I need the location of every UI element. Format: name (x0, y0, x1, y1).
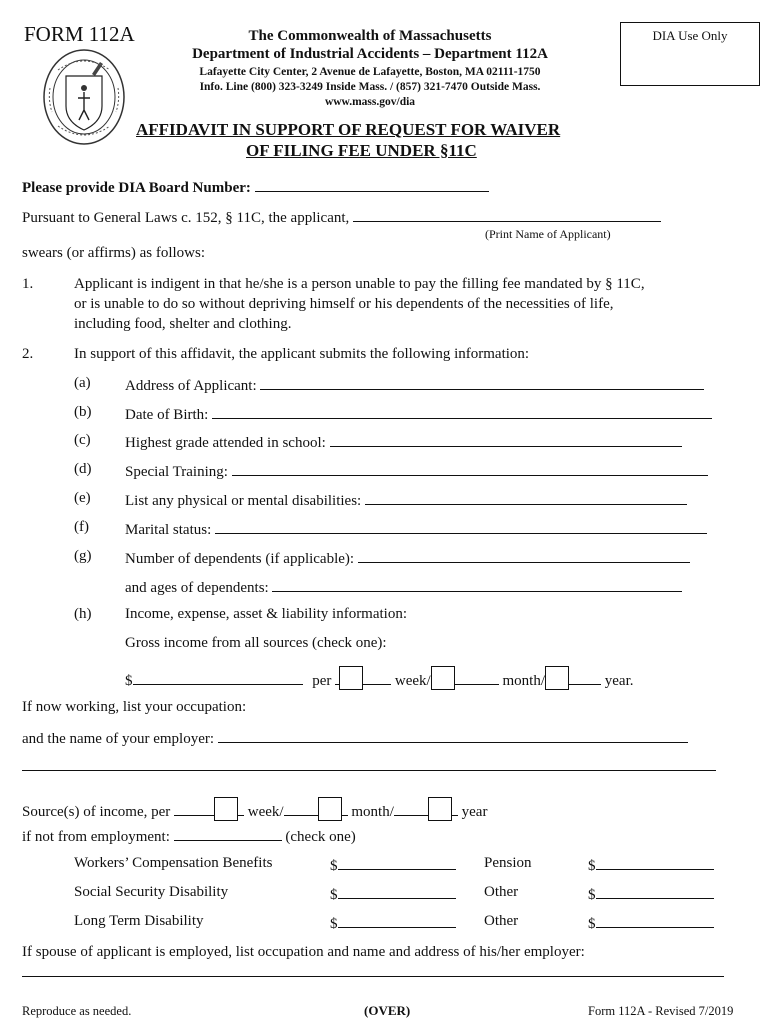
source-row-2-right-amount (588, 884, 714, 904)
marital-label: Marital status: (125, 522, 212, 538)
ages-label: and ages of dependents: (125, 580, 269, 596)
dob-input[interactable] (212, 404, 712, 419)
not-employment-row (22, 826, 356, 846)
sources-month-line (342, 801, 348, 816)
agency-line2: Department of Industrial Accidents – Department 112A (192, 46, 548, 62)
sources-month-checkbox[interactable] (318, 797, 342, 821)
address-input[interactable] (260, 375, 704, 390)
source-row-1-dollar: $ (330, 858, 338, 874)
gross-dollar-sign: $ (125, 673, 133, 689)
source-row-1-label: Workers’ Compensation Benefits (74, 855, 273, 871)
dependents-field (125, 548, 690, 568)
sub-letter-h: (h) (74, 606, 92, 622)
source-row-1-dollar2: $ (588, 858, 596, 874)
agency-website: www.mass.gov/dia (324, 96, 416, 108)
item1-number: 1. (22, 276, 34, 292)
grade-input[interactable] (330, 432, 682, 447)
address-label: Address of Applicant: (125, 378, 257, 394)
pension-input[interactable] (596, 855, 714, 870)
sources-year-line (452, 801, 458, 816)
source-row-2-label: Social Security Disability (74, 884, 229, 900)
sub-letter-g: (g) (74, 548, 92, 564)
dia-use-only-label: DIA Use Only (652, 28, 728, 43)
sub-letter-a: (a) (74, 375, 91, 391)
massachusetts-seal-icon (42, 48, 126, 146)
title-line1: AFFIDAVIT IN SUPPORT OF REQUEST FOR WAIVER (136, 120, 561, 139)
agency-address: Lafayette City Center, 2 Avenue de Lafayette, Boston, MA 02111-1750 (199, 66, 541, 78)
item2-intro: In support of this affidavit, the applicant submits the following information: (74, 346, 530, 362)
applicant-name-field (22, 207, 661, 227)
agency-line1: The Commonwealth of Massachusetts (248, 28, 492, 44)
not-employment-label: if not from employment: (22, 829, 170, 845)
income-info-label: Income, expense, asset & liability information: (125, 606, 408, 622)
gross-per-label: per (312, 673, 332, 689)
disabilities-field (125, 490, 687, 510)
source-row-3-label: Long Term Disability (74, 913, 204, 929)
sources-week-label: week/ (247, 804, 284, 820)
dob-label: Date of Birth: (125, 407, 209, 423)
board-number-field (22, 177, 489, 197)
sources-per-line (174, 801, 214, 816)
employer-input[interactable] (218, 728, 688, 743)
swears-text: swears (or affirms) as follows: (22, 245, 206, 261)
month-checkbox[interactable] (431, 666, 455, 690)
source-row-3-amount (330, 913, 456, 933)
agency-phone: Info. Line (800) 323-3249 Inside Mass. / (857) 321-7470 Outside Mass. (199, 81, 541, 93)
sources-year-checkbox[interactable] (428, 797, 452, 821)
sub-letter-e: (e) (74, 490, 91, 506)
sources-year-pre-line (394, 801, 428, 816)
ages-input[interactable] (272, 577, 682, 592)
footer-left: Reproduce as needed. (22, 1004, 132, 1018)
source-row-1-right-label: Pension (484, 855, 532, 871)
source-row-2-dollar: $ (330, 887, 338, 903)
ltd-input[interactable] (338, 913, 456, 928)
year-checkbox[interactable] (545, 666, 569, 690)
sub-letter-b: (b) (74, 404, 92, 420)
board-number-input[interactable] (255, 177, 489, 192)
employer-field (22, 728, 688, 748)
marital-field (125, 519, 707, 539)
sources-label: Source(s) of income, per (22, 804, 171, 820)
ssd-input[interactable] (338, 884, 456, 899)
sources-week-checkbox[interactable] (214, 797, 238, 821)
disabilities-label: List any physical or mental disabilities: (125, 493, 362, 509)
spouse-label: If spouse of applicant is employed, list occupation and name and address of his/her employer: (22, 944, 585, 960)
footer-right: Form 112A - Revised 7/2019 (588, 1004, 734, 1018)
source-row-3-right-amount (588, 913, 714, 933)
workers-comp-input[interactable] (338, 855, 456, 870)
source-row-1-right-amount (588, 855, 714, 875)
ages-field (125, 577, 682, 597)
source-row-3-dollar: $ (330, 916, 338, 932)
training-field (125, 461, 708, 481)
dob-field (125, 404, 712, 424)
gross-year-label: year. (604, 673, 634, 689)
pursuant-text: Pursuant to General Laws c. 152, § 11C, the applicant, (22, 210, 350, 226)
employer-line2-input[interactable] (22, 756, 716, 771)
week-checkbox[interactable] (339, 666, 363, 690)
board-number-label: Please provide DIA Board Number: (22, 180, 251, 196)
source-row-2-right-label: Other (484, 884, 519, 900)
source-row-3-dollar2: $ (588, 916, 596, 932)
disabilities-input[interactable] (365, 490, 687, 505)
not-employment-input[interactable] (174, 826, 282, 841)
employer-label: and the name of your employer: (22, 731, 215, 747)
source-row-3-right-label: Other (484, 913, 519, 929)
training-input[interactable] (232, 461, 708, 476)
gross-month-line (455, 670, 499, 685)
gross-year-line (569, 670, 601, 685)
other2-input[interactable] (596, 913, 714, 928)
sub-letter-f: (f) (74, 519, 89, 535)
item1-line3: including food, shelter and clothing. (74, 316, 292, 332)
sub-letter-c: (c) (74, 432, 91, 448)
gross-month-label: month/ (502, 673, 545, 689)
footer-center: (OVER) (364, 1003, 411, 1018)
title-line2: OF FILING FEE UNDER §11C (246, 141, 477, 160)
print-name-caption: (Print Name of Applicant) (485, 227, 611, 241)
gross-week-label: week/ (394, 673, 431, 689)
sources-week-line (238, 801, 244, 816)
item1-line1: Applicant is indigent in that he/she is a person unable to pay the filling fee mandated by § 11C, (74, 276, 645, 292)
source-row-1-amount (330, 855, 456, 875)
sources-month-pre-line (284, 801, 318, 816)
source-row-2-dollar2: $ (588, 887, 596, 903)
gross-income-label: Gross income from all sources (check one): (125, 635, 387, 651)
gross-income-row (125, 666, 633, 690)
address-field (125, 375, 704, 395)
item1-line2: or is unable to do so without depriving himself or his dependents of the necessities of life, (74, 296, 614, 312)
applicant-name-input[interactable] (353, 207, 661, 222)
form-id: FORM 112A (24, 22, 135, 46)
sources-year-label: year (461, 804, 488, 820)
sources-row (22, 797, 487, 821)
training-label: Special Training: (125, 464, 228, 480)
dependents-label: Number of dependents (if applicable): (125, 551, 355, 567)
dependents-input[interactable] (358, 548, 690, 563)
gross-income-amount-input[interactable] (133, 670, 303, 685)
grade-label: Highest grade attended in school: (125, 435, 326, 451)
sources-month-label: month/ (351, 804, 394, 820)
spouse-input[interactable] (22, 962, 724, 977)
occupation-label: If now working, list your occupation: (22, 699, 247, 715)
marital-input[interactable] (215, 519, 707, 534)
dia-use-only-box (620, 22, 760, 86)
sub-letter-d: (d) (74, 461, 92, 477)
item2-number: 2. (22, 346, 34, 362)
check-one-label: (check one) (285, 829, 356, 845)
source-row-2-amount (330, 884, 456, 904)
other1-input[interactable] (596, 884, 714, 899)
grade-field (125, 432, 682, 452)
gross-week-line (363, 670, 391, 685)
